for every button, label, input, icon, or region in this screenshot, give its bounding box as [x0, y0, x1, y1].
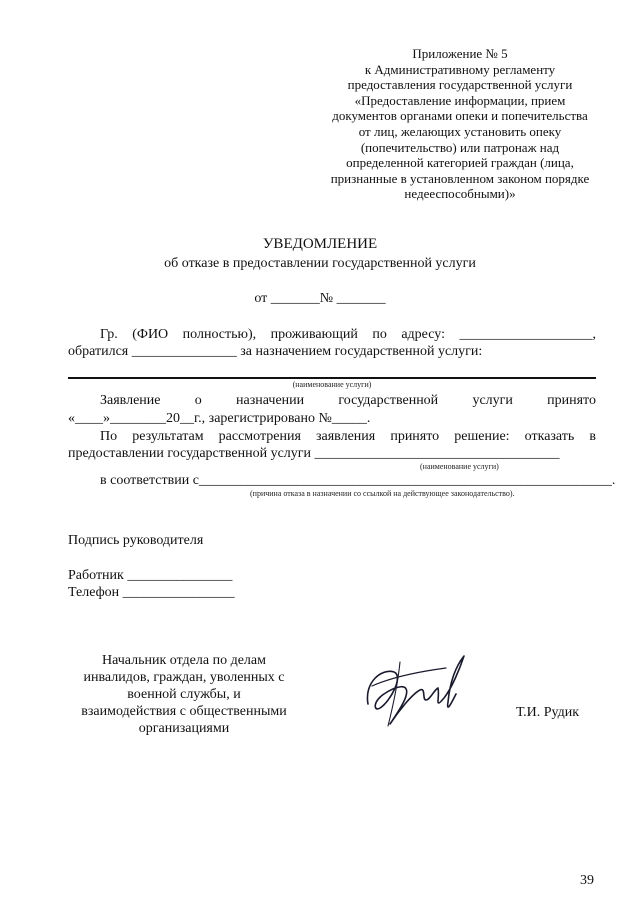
service-name-rule — [68, 377, 596, 379]
appendix-line: документов органами опеки и попечительства — [332, 108, 588, 124]
position-line: организациями — [138, 721, 230, 736]
appendix-header — [330, 46, 590, 202]
appendix-line: определенной категорией граждан (лица, — [346, 155, 574, 171]
decision-line: По результатам рассмотрения заявления принято решение: отказать в — [100, 429, 596, 444]
reason-hint: (причина отказа в назначении со ссылкой на действующее законодательство). — [250, 489, 515, 498]
official-name: Т.И. Рудик — [516, 705, 580, 720]
position-line: военной службы, и — [127, 687, 241, 702]
refusal-service-line: предоставлении государственной услуги ___________________________________ — [68, 446, 560, 461]
position-line: взаимодействия с общественными — [81, 704, 287, 719]
position-line: инвалидов, граждан, уволенных с — [83, 670, 285, 685]
appendix-line: предоставления государственной услуги — [347, 77, 573, 93]
appendix-line: «Предоставление информации, прием — [354, 92, 566, 108]
appendix-line: недееспособными)» — [404, 186, 516, 202]
notice-date-line: от _______№ _______ — [254, 291, 386, 306]
application-accepted-line: Заявление о назначении государственной услуги принято — [100, 393, 596, 408]
page-number: 39 — [580, 873, 594, 888]
service-name-hint-2: (наименование услуги) — [420, 462, 499, 471]
appendix-line: от лиц, желающих установить опеку — [358, 123, 562, 139]
official-position — [64, 652, 304, 737]
head-signature-label: Подпись руководителя — [68, 533, 204, 548]
appendix-line: (попечительство) или патронаж над — [360, 139, 560, 155]
service-name-hint: (наименование услуги) — [292, 380, 372, 389]
position-line: Начальник отдела по делам — [102, 653, 266, 668]
notice-title: УВЕДОМЛЕНИЕ — [262, 236, 378, 252]
handwritten-signature — [360, 642, 470, 732]
notice-subtitle: об отказе в предоставлении государственной услуги — [164, 256, 476, 271]
applied-line: обратился _______________ за назначением государственной услуги: — [68, 344, 483, 359]
worker-field: Работник _______________ — [68, 568, 233, 583]
appendix-line: признанные в установленном законом порядке — [330, 170, 590, 186]
appendix-line: к Административному регламенту — [364, 61, 556, 77]
appendix-line: Приложение № 5 — [412, 46, 508, 61]
phone-field: Телефон ________________ — [68, 585, 235, 600]
applicant-line: Гр. (ФИО полностью), проживающий по адресу: ___________________, — [100, 327, 596, 342]
registration-line: «____»________20__г., зарегистрировано №_____. — [68, 411, 371, 426]
reason-line: в соответствии с___________________________________________________________. — [100, 473, 616, 488]
